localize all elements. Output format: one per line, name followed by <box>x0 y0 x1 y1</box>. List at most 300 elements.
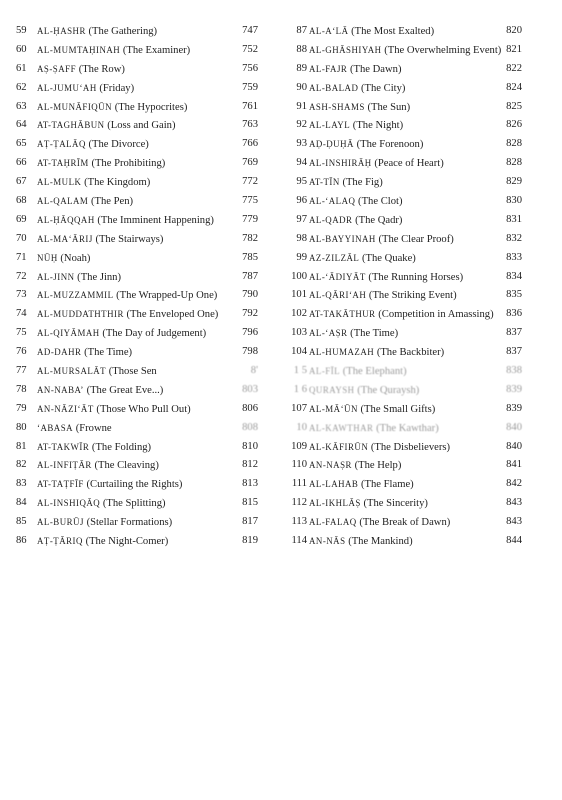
surah-title <box>37 343 132 363</box>
page-number: 813 <box>242 478 258 490</box>
surah-translation: (Peace of Heart) <box>374 158 444 170</box>
page-number: 808 <box>242 421 258 433</box>
surah-number: 80 <box>16 421 27 433</box>
surah-title <box>37 98 187 118</box>
surah-name: AL-MUZZAMMIL <box>37 290 114 301</box>
contents-row <box>282 249 562 268</box>
surah-number: 92 <box>296 119 307 131</box>
surah-title <box>309 324 398 344</box>
surah-name: AT-TAḤRĪM <box>37 158 89 169</box>
contents-row <box>0 419 280 438</box>
page-number: 838 <box>506 365 522 377</box>
surah-translation: (Frowne <box>75 422 112 434</box>
surah-number: 111 <box>291 478 307 490</box>
contents-row <box>282 41 562 60</box>
surah-translation: (The Qadr) <box>355 214 403 226</box>
contents-row <box>282 532 562 551</box>
surah-translation: (The Sun) <box>367 101 411 113</box>
page-number: 825 <box>506 100 522 112</box>
page-number: 806 <box>242 402 258 414</box>
page-number: 834 <box>506 270 522 282</box>
surah-translation: (The Pen) <box>90 196 134 208</box>
surah-number: 101 <box>291 289 307 301</box>
surah-translation: (The Sincerity) <box>363 498 428 510</box>
surah-title <box>37 513 172 533</box>
surah-name: AL-BAYYINAH <box>309 233 376 244</box>
surah-number: 100 <box>291 270 307 282</box>
page-number: 830 <box>506 195 522 207</box>
page-number: 775 <box>242 195 258 207</box>
surah-title <box>309 211 402 231</box>
surah-translation: (The Divorce) <box>88 139 149 151</box>
surah-number: 69 <box>16 213 27 225</box>
page-number: 842 <box>506 478 522 490</box>
contents-row <box>0 98 280 117</box>
surah-translation: (Those Sen <box>108 366 157 378</box>
contents-row <box>282 438 562 457</box>
contents-row <box>0 286 280 305</box>
surah-title <box>37 532 168 552</box>
surah-title <box>37 475 182 495</box>
surah-title <box>309 343 444 363</box>
surah-name: AL-IKHLĀṢ <box>309 498 361 509</box>
page-number: 826 <box>506 119 522 131</box>
surah-number: 86 <box>16 535 27 547</box>
contents-row <box>282 60 562 79</box>
surah-title <box>37 438 151 458</box>
surah-translation: (The Mankind) <box>348 536 413 548</box>
surah-number: 82 <box>16 459 27 471</box>
contents-row <box>0 60 280 79</box>
page-number: 798 <box>242 346 258 358</box>
surah-translation: (The Overwhelming Event) <box>384 44 502 56</box>
surah-translation: (The Row) <box>78 63 125 75</box>
surah-title <box>309 98 410 118</box>
surah-title <box>37 211 214 231</box>
page-number: 841 <box>506 459 522 471</box>
contents-row <box>282 22 562 41</box>
page-number: 836 <box>506 308 522 320</box>
surah-number: 77 <box>16 365 27 377</box>
surah-title <box>309 192 402 212</box>
surah-translation: (Curtailing the Rights) <box>86 479 183 491</box>
surah-name: AL-MUMTAḤINAH <box>37 44 121 55</box>
surah-number: 96 <box>296 195 307 207</box>
surah-number: 71 <box>16 251 27 263</box>
surah-number: 64 <box>16 119 27 131</box>
surah-title <box>309 419 439 439</box>
contents-row <box>282 494 562 513</box>
page-number: 820 <box>506 25 522 36</box>
page-number: 790 <box>242 289 258 301</box>
surah-name: AL-JUMU‘AH <box>37 82 97 93</box>
surah-translation: (The Kawthar) <box>376 422 439 434</box>
surah-title <box>309 456 401 476</box>
surah-number: 87 <box>296 25 307 36</box>
surah-title <box>309 438 450 458</box>
surah-number: 99 <box>296 251 307 263</box>
surah-number: 63 <box>16 100 27 112</box>
surah-name: AN-NAṢR <box>309 460 352 471</box>
surah-translation: (The Wrapped-Up One) <box>116 290 218 302</box>
surah-translation: (The Running Horses) <box>368 271 464 283</box>
contents-row <box>282 362 562 381</box>
surah-translation: (The Disbelievers) <box>370 441 451 453</box>
surah-number: 94 <box>296 157 307 169</box>
surah-translation: (The Prohibiting) <box>91 158 166 170</box>
contents-row <box>282 116 562 135</box>
surah-title <box>309 286 457 306</box>
page-number: 810 <box>242 440 258 452</box>
surah-number: 83 <box>16 478 27 490</box>
surah-title <box>37 230 163 250</box>
surah-title <box>37 192 133 212</box>
surah-translation: (The Day of Judgement) <box>102 328 207 340</box>
page-number: 833 <box>506 251 522 263</box>
contents-row <box>282 381 562 400</box>
surah-name: AṬ-ṬĀRIQ <box>37 536 83 547</box>
surah-number: 75 <box>16 327 27 339</box>
surah-name: AL-QALAM <box>37 196 89 207</box>
surah-number: 91 <box>296 100 307 112</box>
surah-translation: (The Splitting) <box>102 498 166 510</box>
surah-number: 114 <box>291 535 307 547</box>
surah-name: AL-KAWTHAR <box>309 422 374 433</box>
surah-name: QURAYSH <box>309 384 355 395</box>
page-number: 824 <box>506 81 522 93</box>
page-number: 819 <box>242 535 258 547</box>
surah-translation: (The Kingdom) <box>84 177 151 189</box>
page-number: 779 <box>242 213 258 225</box>
contents-row <box>282 456 562 475</box>
surah-translation: (The Jinn) <box>77 271 122 283</box>
surah-translation: (The Clot) <box>358 196 403 208</box>
page-number: 782 <box>242 232 258 244</box>
contents-row <box>0 400 280 419</box>
surah-title <box>37 324 206 344</box>
page-number: 796 <box>242 327 258 339</box>
contents-row <box>0 381 280 400</box>
surah-name: AN-NĀZI‘ĀT <box>37 403 94 414</box>
surah-name: AL-‘ALAQ <box>309 196 356 207</box>
contents-row <box>0 249 280 268</box>
surah-number: 74 <box>16 308 27 320</box>
surah-title <box>37 400 191 420</box>
page-number: 843 <box>506 516 522 528</box>
surah-name: AL-‘ĀDIYĀT <box>309 271 366 282</box>
surah-title <box>37 286 217 306</box>
contents-row <box>0 22 280 41</box>
surah-number: 65 <box>16 138 27 150</box>
surah-name: AL-QĀRI‘AH <box>309 290 367 301</box>
surah-translation: (The Night) <box>352 120 404 132</box>
surah-name: AL-A‘LĀ <box>309 26 349 36</box>
surah-translation: (The Folding) <box>91 441 152 453</box>
surah-name: AL-MULK <box>37 177 82 188</box>
surah-translation: (The Dawn) <box>350 63 402 75</box>
surah-translation: (The Time) <box>84 347 133 359</box>
surah-title <box>37 79 134 99</box>
contents-row <box>282 513 562 532</box>
surah-name: AT-TAṬFĪF <box>37 479 84 490</box>
surah-translation: (The Great Eve...) <box>86 384 164 396</box>
contents-row <box>282 419 562 438</box>
surah-title <box>37 135 149 155</box>
surah-name: AL-QIYĀMAH <box>37 328 100 339</box>
page-number: 817 <box>242 516 258 528</box>
page-number: 815 <box>242 497 258 509</box>
surah-title <box>309 116 403 136</box>
surah-translation: (Noah) <box>60 252 91 264</box>
surah-name: AL-MURSALĀT <box>37 366 107 377</box>
surah-number: 109 <box>291 440 307 452</box>
contents-row <box>0 154 280 173</box>
surah-title <box>37 60 125 80</box>
surah-number: 66 <box>16 157 27 169</box>
contents-row <box>0 135 280 154</box>
contents-row <box>282 192 562 211</box>
page-number: 835 <box>506 289 522 301</box>
surah-translation: (The Cleaving) <box>94 460 159 472</box>
surah-number: 97 <box>296 213 307 225</box>
contents-row <box>282 173 562 192</box>
page-number: 785 <box>242 251 258 263</box>
contents-row <box>0 41 280 60</box>
page-number: 822 <box>506 62 522 74</box>
page-number: 839 <box>506 383 522 395</box>
surah-name: AL-MĀ‘ŪN <box>309 403 358 414</box>
contents-row <box>282 211 562 230</box>
contents-row <box>282 79 562 98</box>
surah-title <box>309 400 435 420</box>
surah-name: AL-BURŪJ <box>37 517 84 528</box>
surah-translation: (The Help) <box>354 460 402 472</box>
surah-number: 60 <box>16 43 27 55</box>
surah-translation: (The Night-Comer) <box>85 536 169 548</box>
contents-row <box>0 192 280 211</box>
contents-row <box>282 286 562 305</box>
surah-number: 112 <box>291 497 307 509</box>
page-number: 828 <box>506 138 522 150</box>
surah-translation: (Friday) <box>99 82 135 94</box>
surah-title <box>37 116 176 136</box>
surah-number: 1 5 <box>293 365 307 377</box>
contents-row <box>0 494 280 513</box>
surah-name: AN-NABA’ <box>37 384 84 395</box>
contents-row <box>282 305 562 324</box>
surah-translation: (The Quraysh) <box>357 384 420 396</box>
surah-title <box>37 305 218 325</box>
surah-number: 10 <box>296 421 307 433</box>
surah-number: 1 6 <box>293 383 307 395</box>
surah-title <box>309 230 454 250</box>
page-number: 839 <box>506 402 522 414</box>
surah-translation: (The Clear Proof) <box>378 233 454 245</box>
surah-number: 62 <box>16 81 27 93</box>
contents-row <box>282 230 562 249</box>
contents-row <box>0 268 280 287</box>
surah-number: 103 <box>291 327 307 339</box>
surah-title <box>309 249 416 269</box>
surah-number: 93 <box>296 138 307 150</box>
page-number: 772 <box>242 176 258 188</box>
surah-number: 70 <box>16 232 27 244</box>
surah-title <box>309 22 434 42</box>
contents-column-left <box>0 22 280 551</box>
surah-title <box>309 60 402 80</box>
contents-row <box>282 268 562 287</box>
surah-name: AL-MUDDATHTHIR <box>37 309 124 320</box>
surah-translation: (The Hypocrites) <box>114 101 188 113</box>
page-number: 761 <box>242 100 258 112</box>
surah-name: AL-GHĀSHIYAH <box>309 44 382 55</box>
surah-name: AT-TĪN <box>309 177 340 188</box>
contents-row <box>282 135 562 154</box>
surah-translation: (Stellar Formations) <box>86 517 173 529</box>
surah-name: AD-DAHR <box>37 347 82 358</box>
page-number: 747 <box>242 25 258 36</box>
page-number: 831 <box>506 213 522 225</box>
page-number: 759 <box>242 81 258 93</box>
surah-name: AL-INSHIRĀḤ <box>309 158 372 169</box>
surah-translation: (Competition in Amassing) <box>378 309 494 321</box>
surah-number: 72 <box>16 270 27 282</box>
surah-name: AL-LAYL <box>309 120 351 131</box>
surah-translation: (The Examiner) <box>122 44 191 56</box>
surah-title <box>309 532 413 552</box>
surah-translation: (The Enveloped One) <box>126 309 219 321</box>
surah-title <box>309 362 407 382</box>
page-number: 840 <box>506 421 522 433</box>
contents-row <box>0 475 280 494</box>
surah-number: 107 <box>291 402 307 414</box>
surah-number: 113 <box>291 516 307 528</box>
surah-translation: (The Flame) <box>361 479 414 491</box>
contents-row <box>0 438 280 457</box>
surah-translation: (The Striking Event) <box>368 290 457 302</box>
contents-row <box>0 305 280 324</box>
surah-name: ASH-SHAMS <box>309 101 365 112</box>
surah-translation: (The Backbiter) <box>376 347 445 359</box>
page-number: 752 <box>242 43 258 55</box>
surah-title <box>309 173 383 193</box>
surah-translation: (The City) <box>361 82 406 94</box>
surah-translation: (The Small Gifts) <box>360 403 436 415</box>
surah-title <box>37 22 157 42</box>
surah-name: AN-NĀS <box>309 536 346 547</box>
surah-number: 61 <box>16 62 27 74</box>
surah-translation: (The Stairways) <box>95 233 164 245</box>
contents-row <box>0 532 280 551</box>
page-number: 787 <box>242 270 258 282</box>
surah-name: AT-TAKĀTHUR <box>309 309 376 320</box>
contents-row <box>0 324 280 343</box>
page-number: 843 <box>506 497 522 509</box>
surah-name: AL-QADR <box>309 214 353 225</box>
surah-translation: (Loss and Gain) <box>107 120 176 132</box>
page-number: 829 <box>506 176 522 188</box>
surah-number: 78 <box>16 383 27 395</box>
contents-row <box>0 456 280 475</box>
contents-row <box>0 230 280 249</box>
contents-row <box>282 400 562 419</box>
surah-title <box>309 381 419 401</box>
page-number: 769 <box>242 157 258 169</box>
surah-name: AT-TAKWĪR <box>37 441 90 452</box>
surah-name: AḌ-ḌUḤĀ <box>309 139 354 150</box>
page-number: 812 <box>242 459 258 471</box>
surah-number: 79 <box>16 402 27 414</box>
surah-number: 110 <box>291 459 307 471</box>
surah-name: AL-FĪL <box>309 366 341 377</box>
surah-title <box>309 494 428 514</box>
surah-title <box>37 154 165 174</box>
surah-translation: (The Elephant) <box>342 366 407 378</box>
contents-row <box>0 211 280 230</box>
surah-translation: (The Forenoon) <box>356 139 424 151</box>
surah-number: 85 <box>16 516 27 528</box>
surah-name: ‘ABASA <box>37 422 74 433</box>
surah-title <box>37 419 112 439</box>
contents-row <box>282 475 562 494</box>
surah-name: AL-INSHIQĀQ <box>37 498 101 509</box>
surah-number: 102 <box>291 308 307 320</box>
contents-row <box>0 173 280 192</box>
surah-title <box>37 381 163 401</box>
surah-number: 84 <box>16 497 27 509</box>
contents-row <box>0 362 280 381</box>
surah-number: 90 <box>296 81 307 93</box>
surah-title <box>309 513 450 533</box>
surah-title <box>309 305 494 325</box>
surah-translation: (The Time) <box>350 328 399 340</box>
surah-name: AL-ḤASHR <box>37 26 86 36</box>
surah-title <box>37 268 121 288</box>
page-number: 840 <box>506 440 522 452</box>
surah-number: 59 <box>16 25 27 36</box>
page-number: 803 <box>242 383 258 395</box>
page-number: 821 <box>506 43 522 55</box>
surah-name: AL-FALAQ <box>309 517 357 528</box>
surah-number: 95 <box>296 176 307 188</box>
surah-translation: (The Imminent Happening) <box>97 214 214 226</box>
surah-title <box>309 41 501 61</box>
page-number: 828 <box>506 157 522 169</box>
surah-translation: (The Break of Dawn) <box>359 517 451 529</box>
surah-name: AL-BALAD <box>309 82 359 93</box>
page-number: 763 <box>242 119 258 131</box>
surah-number: 89 <box>296 62 307 74</box>
surah-name: AL-MUNĀFIQŪN <box>37 101 113 112</box>
surah-title <box>309 268 463 288</box>
page-number: 766 <box>242 138 258 150</box>
contents-row <box>282 343 562 362</box>
surah-number: 104 <box>291 346 307 358</box>
surah-name: AL-‘AṢR <box>309 328 348 339</box>
page-number: 844 <box>506 535 522 547</box>
surah-name: NŪḤ <box>37 252 58 263</box>
surah-name: AṬ-ṬALĀQ <box>37 139 86 150</box>
surah-title <box>309 79 405 99</box>
surah-name: AL-MA‘ĀRIJ <box>37 233 93 244</box>
contents-row <box>282 324 562 343</box>
surah-name: AT-TAGHĀBUN <box>37 120 105 131</box>
surah-number: 76 <box>16 346 27 358</box>
surah-name: AL-ḤĀQQAH <box>37 214 95 225</box>
surah-title <box>309 475 414 495</box>
surah-number: 73 <box>16 289 27 301</box>
page-number: 837 <box>506 346 522 358</box>
